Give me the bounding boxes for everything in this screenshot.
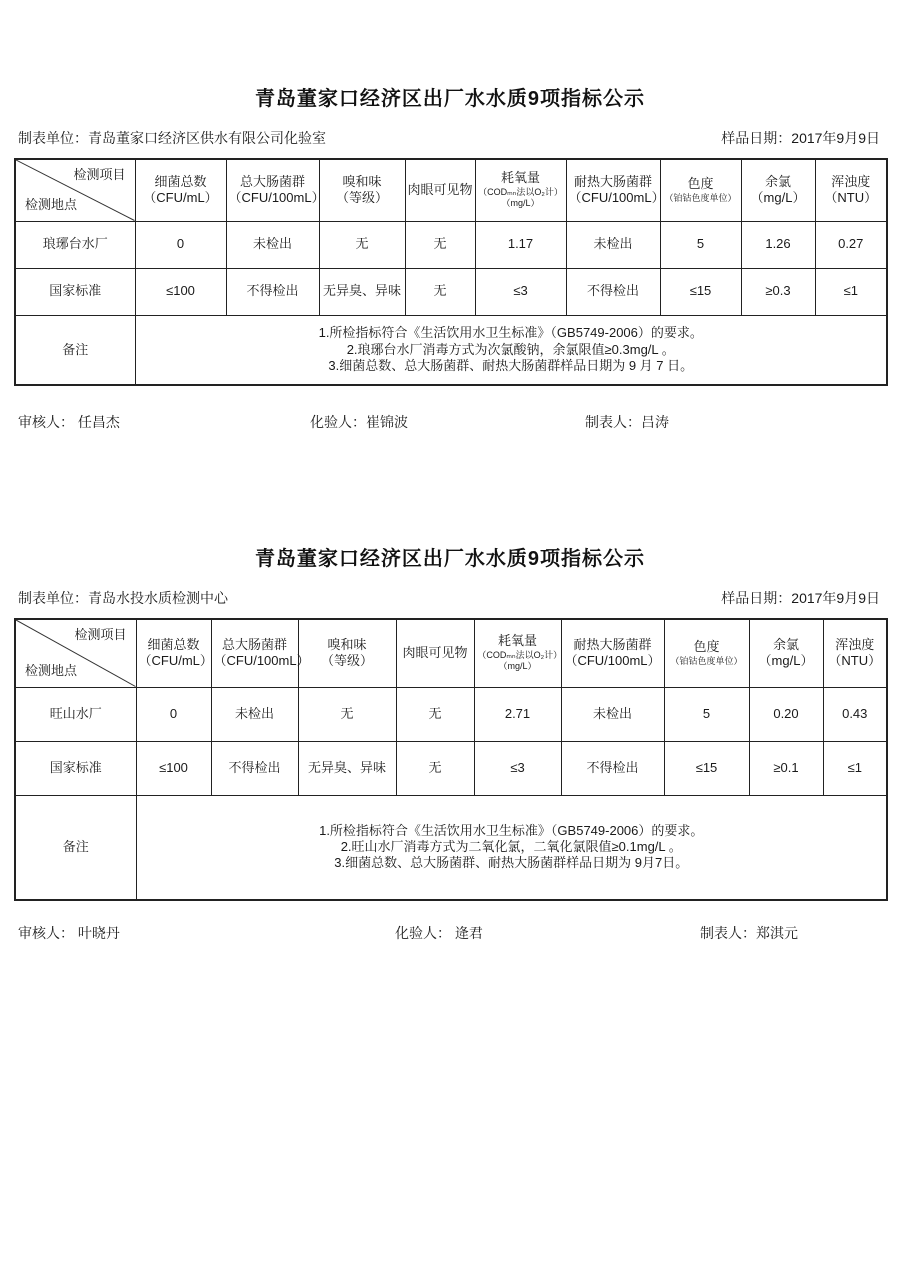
signature-label: 制表人： <box>700 925 756 941</box>
column-title: 耐热大肠菌群 <box>573 637 652 652</box>
reviewer-signature <box>18 923 120 943</box>
column-header <box>823 619 887 687</box>
column-sub: （CODₘₙ法以O₂计）（mg/L） <box>478 186 563 209</box>
column-header <box>226 159 325 221</box>
value-cell: 不得检出 <box>211 741 298 795</box>
value-cell: ≤1 <box>823 741 887 795</box>
value-cell: ≤15 <box>660 268 741 315</box>
column-title: 耗氧量 <box>497 633 537 649</box>
signature-label: 制表人： <box>585 414 641 430</box>
signature-name: 逄君 <box>451 925 483 941</box>
notes-row <box>15 315 887 385</box>
column-header <box>561 619 664 687</box>
meta-row <box>0 128 900 148</box>
preparer-signature <box>585 412 669 432</box>
column-title: 余氯 <box>772 637 799 652</box>
report-section-2 <box>0 432 900 943</box>
column-header <box>211 619 310 687</box>
tester-signature <box>395 923 483 943</box>
value-cell: 无 <box>396 687 474 741</box>
unit-line <box>18 128 326 148</box>
unit-label: 制表单位： <box>18 130 88 146</box>
column-sub: （铂钴色度单位） <box>670 655 743 666</box>
note-line: 2.旺山水厂消毒方式为二氧化氯，二氧化氯限值≥0.1mg/L 。 <box>340 839 682 855</box>
column-sub: （NTU） <box>824 190 878 206</box>
site-cell: 国家标准 <box>15 268 135 315</box>
note-line: 3.细菌总数、总大肠菌群、耐热大肠菌群样品日期为 9月7日。 <box>334 855 689 871</box>
date-label: 样品日期： <box>721 130 792 146</box>
value-cell: 0.20 <box>749 687 823 741</box>
column-sub: （mg/L） <box>750 190 806 206</box>
date-line <box>721 128 880 148</box>
column-title: 色度 <box>687 176 714 192</box>
column-header <box>749 619 823 687</box>
column-title: 肉眼可见物 <box>402 645 468 661</box>
value-cell: 0.43 <box>823 687 887 741</box>
column-header <box>319 159 405 221</box>
value-cell: ≤100 <box>135 268 226 315</box>
column-header <box>475 159 566 221</box>
value-cell: 5 <box>664 687 749 741</box>
signature-label: 化验人： <box>310 414 366 430</box>
column-title: 细菌总数 <box>147 637 200 652</box>
value-cell: ≤3 <box>475 268 566 315</box>
value-cell: 未检出 <box>211 687 298 741</box>
column-header <box>396 619 474 687</box>
value-cell: ≤1 <box>815 268 887 315</box>
note-line: 1.所检指标符合《生活饮用水卫生标准》（GB5749-2006）的要求。 <box>318 325 703 341</box>
signature-row <box>0 923 900 943</box>
date-value: 2017年9月9日 <box>791 130 880 146</box>
value-cell: 未检出 <box>561 687 664 741</box>
column-title: 总大肠菌群 <box>221 637 287 652</box>
notes-row <box>15 795 887 900</box>
table-row-standard <box>15 268 887 315</box>
value-cell: 不得检出 <box>226 268 319 315</box>
column-title: 总大肠菌群 <box>239 174 305 189</box>
unit-value: 青岛水投水质检测中心 <box>88 590 228 606</box>
date-label: 样品日期： <box>721 590 792 606</box>
value-cell: ≤100 <box>136 741 211 795</box>
column-sub: （等级） <box>320 653 373 669</box>
value-cell: 未检出 <box>226 221 319 268</box>
signature-name: 任昌杰 <box>74 414 120 430</box>
note-line: 1.所检指标符合《生活饮用水卫生标准》（GB5749-2006）的要求。 <box>319 822 704 838</box>
column-title: 耗氧量 <box>500 170 540 186</box>
value-cell: 2.71 <box>474 687 561 741</box>
unit-value: 青岛董家口经济区供水有限公司化验室 <box>88 130 326 146</box>
reviewer-signature <box>18 412 120 432</box>
value-cell: ≥0.3 <box>741 268 815 315</box>
note-body <box>135 315 887 385</box>
column-sub: （CFU/mL） <box>138 653 213 669</box>
date-line <box>721 588 880 608</box>
value-cell: 无异臭、异味 <box>319 268 405 315</box>
value-cell: ≤3 <box>474 741 561 795</box>
corner-label-items: 检测项目 <box>73 167 126 182</box>
unit-line <box>18 588 228 608</box>
column-title: 余氯 <box>764 174 791 189</box>
value-cell: 不得检出 <box>566 268 660 315</box>
signature-name: 崔锦波 <box>366 414 408 430</box>
column-sub: （铂钴色度单位） <box>664 192 737 203</box>
value-cell: 未检出 <box>566 221 660 268</box>
signature-label: 审核人： <box>18 925 74 941</box>
value-cell: 无 <box>319 221 405 268</box>
table-row-plant <box>15 221 887 268</box>
column-title: 嗅和味 <box>327 637 367 652</box>
value-cell: 1.17 <box>475 221 566 268</box>
corner-label-items: 检测项目 <box>74 627 127 642</box>
value-cell: 0.27 <box>815 221 887 268</box>
note-label: 备注 <box>15 315 135 385</box>
column-header <box>664 619 749 687</box>
column-title: 细菌总数 <box>154 174 207 189</box>
column-header <box>136 619 211 687</box>
column-header <box>405 159 475 221</box>
report-title: 青岛董家口经济区出厂水水质9项指标公示 <box>254 88 646 110</box>
column-header <box>660 159 741 221</box>
value-cell: 0 <box>136 687 211 741</box>
column-header <box>566 159 665 221</box>
corner-label-sites: 检测地点 <box>25 197 78 213</box>
note-body <box>136 795 887 900</box>
value-cell: 5 <box>660 221 741 268</box>
report-title: 青岛董家口经济区出厂水水质9项指标公示 <box>254 548 646 570</box>
value-cell: 无 <box>298 687 396 741</box>
column-title: 浑浊度 <box>835 637 875 652</box>
value-cell: 无 <box>396 741 474 795</box>
date-value: 2017年9月9日 <box>791 590 880 606</box>
column-sub: （等级） <box>335 190 388 206</box>
column-header <box>474 619 561 687</box>
unit-label: 制表单位： <box>18 590 88 606</box>
column-title: 耐热大肠菌群 <box>573 174 652 189</box>
value-cell: 无异臭、异味 <box>298 741 396 795</box>
signature-name: 吕涛 <box>641 414 669 430</box>
value-cell: ≥0.1 <box>749 741 823 795</box>
value-cell: 无 <box>405 268 475 315</box>
column-title: 嗅和味 <box>342 174 382 189</box>
value-cell: ≤15 <box>664 741 749 795</box>
table-row-standard <box>15 741 887 795</box>
value-cell: 无 <box>405 221 475 268</box>
value-cell: 0 <box>135 221 226 268</box>
water-quality-table-2 <box>14 618 888 901</box>
column-sub: （mg/L） <box>758 653 814 669</box>
corner-cell <box>15 159 135 221</box>
note-line: 2.琅琊台水厂消毒方式为次氯酸钠，余氯限值≥0.3mg/L 。 <box>346 341 675 357</box>
column-sub: （CFU/100mL） <box>213 653 310 669</box>
corner-cell <box>15 619 136 687</box>
column-header <box>298 619 396 687</box>
column-sub: （CFU/mL） <box>143 190 218 206</box>
signature-label: 审核人： <box>18 414 74 430</box>
signature-row <box>0 412 900 432</box>
value-cell: 不得检出 <box>561 741 664 795</box>
site-cell: 旺山水厂 <box>15 687 136 741</box>
column-sub: （NTU） <box>828 653 882 669</box>
corner-label-sites: 检测地点 <box>25 663 78 679</box>
column-title: 色度 <box>693 639 720 655</box>
column-sub: （CFU/100mL） <box>568 190 665 206</box>
signature-name: 叶晓丹 <box>74 925 120 941</box>
header-row <box>15 159 887 221</box>
header-row <box>15 619 887 687</box>
column-title: 浑浊度 <box>831 174 871 189</box>
note-label: 备注 <box>15 795 136 900</box>
column-header <box>815 159 887 221</box>
report-section-1 <box>0 0 900 432</box>
value-cell: 1.26 <box>741 221 815 268</box>
column-title: 肉眼可见物 <box>407 182 473 198</box>
column-sub: （CODₘₙ法以O₂计）（mg/L） <box>477 649 558 672</box>
site-cell: 琅琊台水厂 <box>15 221 135 268</box>
column-sub: （CFU/100mL） <box>564 653 661 669</box>
column-header <box>741 159 815 221</box>
site-cell: 国家标准 <box>15 741 136 795</box>
water-quality-table-1 <box>14 158 888 386</box>
note-line: 3.细菌总数、总大肠菌群、耐热大肠菌群样品日期为 9 月 7 日。 <box>328 357 694 373</box>
signature-name: 郑淇元 <box>756 925 798 941</box>
tester-signature <box>310 412 408 432</box>
column-header <box>135 159 226 221</box>
signature-label: 化验人： <box>395 925 451 941</box>
table-row-plant <box>15 687 887 741</box>
column-sub: （CFU/100mL） <box>228 190 325 206</box>
preparer-signature <box>700 923 798 943</box>
meta-row <box>0 588 900 608</box>
